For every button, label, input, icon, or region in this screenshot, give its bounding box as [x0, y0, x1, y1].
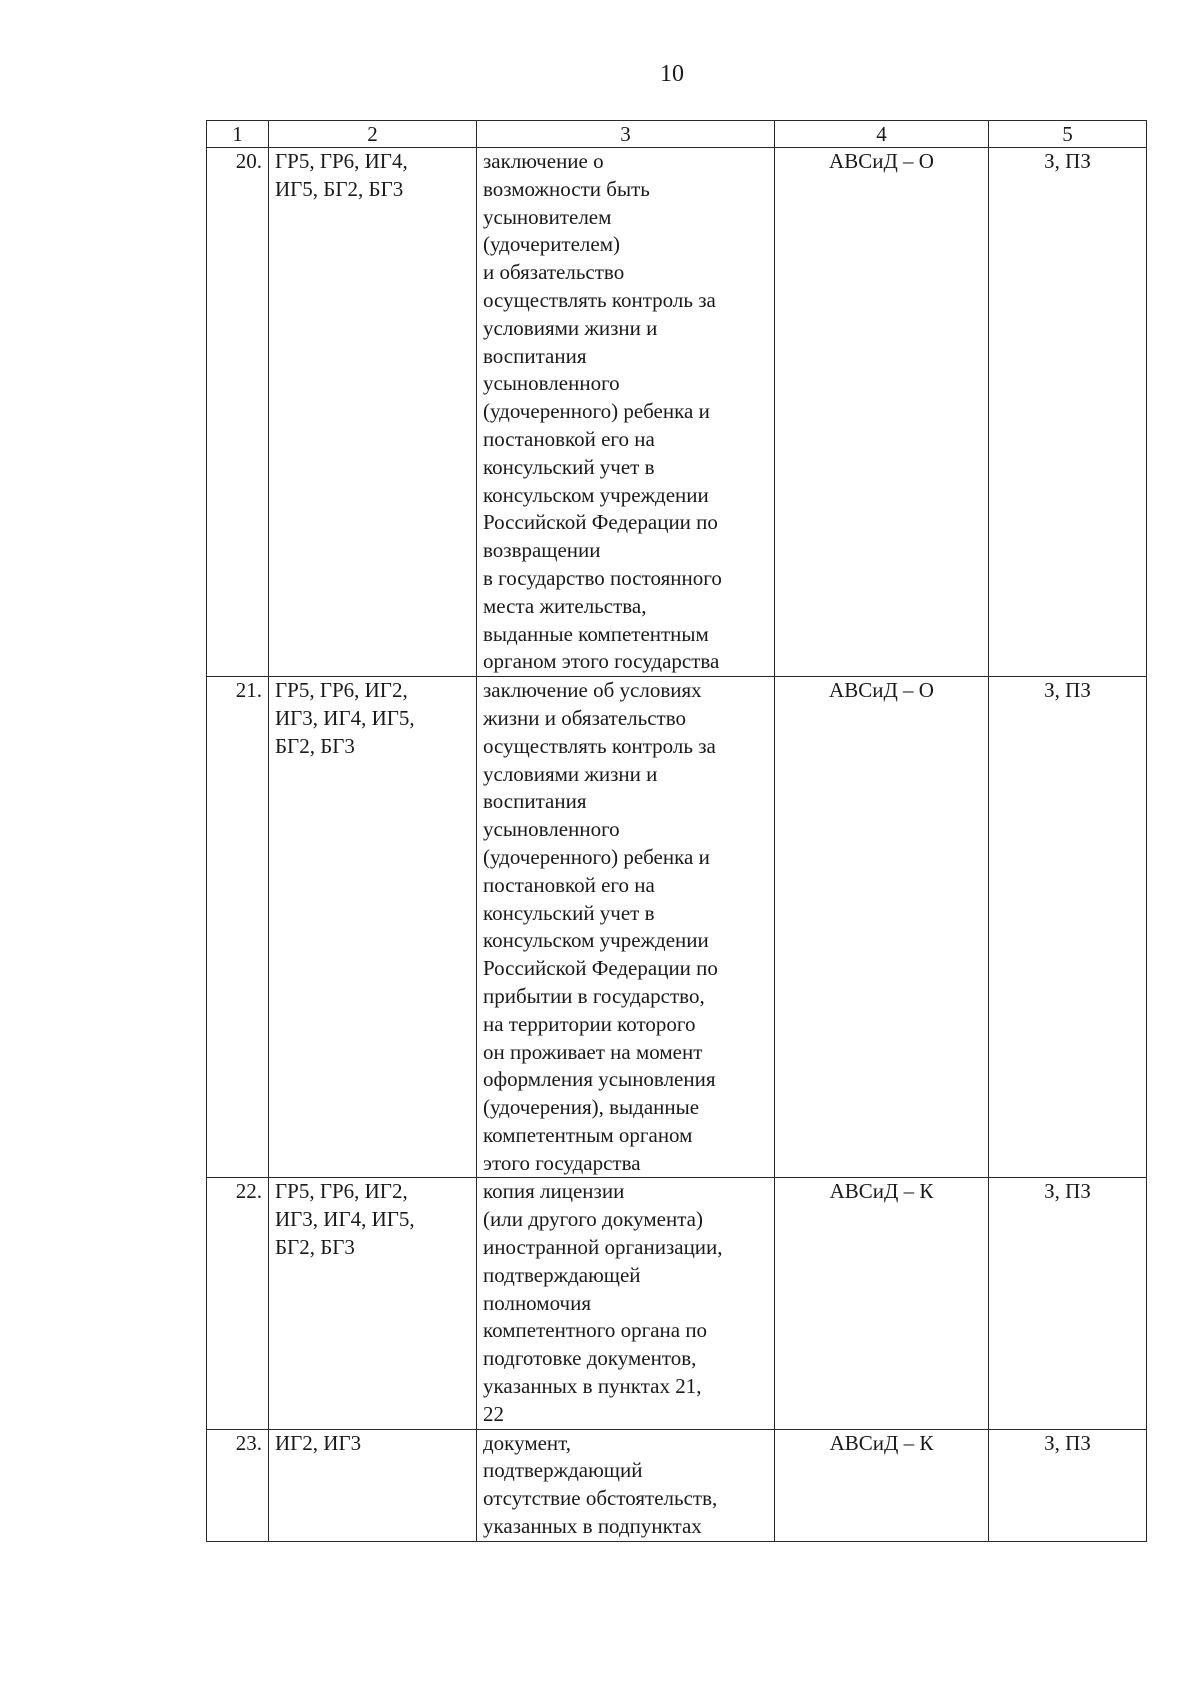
document-line: 22	[483, 1401, 504, 1426]
document-line: копия лицензии	[483, 1179, 625, 1204]
codes-line: ИГ3, ИГ4, ИГ5,	[275, 1207, 415, 1232]
document-line: (удочерителем)	[483, 232, 621, 257]
document-line: подтверждающий	[483, 1458, 643, 1483]
row-number: 22.	[207, 1178, 269, 1429]
document-form: АВСиД – К	[775, 1178, 989, 1429]
document-line: воспитания	[483, 343, 587, 368]
document-line: условиями жизни и	[483, 761, 658, 786]
document-line: и обязательство	[483, 260, 625, 285]
document-line: консульский учет в	[483, 454, 655, 479]
column-header: 5	[989, 121, 1147, 148]
document-line: заключение о	[483, 149, 604, 173]
document-line: подготовке документов,	[483, 1346, 697, 1371]
codes-line: БГ2, БГ3	[275, 1235, 355, 1260]
document-description	[477, 1178, 775, 1429]
document-line: (удочерения), выданные	[483, 1095, 700, 1120]
row-number: 21.	[207, 677, 269, 1178]
document-line: (удочеренного) ребенка и	[483, 844, 710, 869]
document-line: отсутствие обстоятельств,	[483, 1486, 718, 1511]
codes-line: ГР5, ГР6, ИГ4,	[275, 149, 408, 173]
document-line: жизни и обязательство	[483, 705, 686, 730]
table-row	[207, 1429, 1147, 1541]
document-description	[477, 677, 775, 1178]
table-row	[207, 148, 1147, 677]
table-header-row	[207, 121, 1147, 148]
column-header: 2	[269, 121, 477, 148]
table-body	[207, 148, 1147, 1542]
document-line: возможности быть	[483, 176, 650, 201]
codes-line: ГР5, ГР6, ИГ2,	[275, 678, 408, 703]
document-line: компетентного органа по	[483, 1318, 708, 1343]
document-line: он проживает на момент	[483, 1039, 703, 1064]
document-line: консульском учреждении	[483, 482, 709, 507]
document-line: места жительства,	[483, 593, 647, 618]
document-line: усыновленного	[483, 817, 620, 842]
document-line: на территории которого	[483, 1011, 696, 1036]
document-line: осуществлять контроль за	[483, 287, 716, 312]
document-line: условиями жизни и	[483, 315, 658, 340]
document-form: АВСиД – О	[775, 148, 989, 677]
document-line: усыновленного	[483, 371, 620, 396]
page-number: 10	[660, 61, 684, 87]
document-line: указанных в подпунктах	[483, 1514, 702, 1539]
document-line: осуществлять контроль за	[483, 733, 716, 758]
codes-line: БГ2, БГ3	[275, 733, 355, 758]
codes-line: ИГ5, БГ2, БГ3	[275, 176, 404, 201]
document-line: прибытии в государство,	[483, 983, 705, 1008]
document-line: Российской Федерации по	[483, 956, 718, 981]
table-row	[207, 677, 1147, 1178]
requirement: З, ПЗ	[989, 1429, 1147, 1541]
applicant-codes	[269, 148, 477, 677]
applicant-codes	[269, 677, 477, 1178]
codes-line: ИГ3, ИГ4, ИГ5,	[275, 705, 415, 730]
codes-line: ИГ2, ИГ3	[275, 1430, 362, 1455]
document-description	[477, 148, 775, 677]
document-line: органом этого государства	[483, 649, 720, 674]
document-line: возвращении	[483, 538, 601, 563]
applicant-codes	[269, 1429, 477, 1541]
document-line: указанных в пунктах 21,	[483, 1374, 702, 1399]
document-line: выданные компетентным	[483, 621, 709, 646]
document-line: консульский учет в	[483, 900, 655, 925]
document-line: консульском учреждении	[483, 928, 709, 953]
table-row	[207, 1178, 1147, 1429]
document-line: полномочия	[483, 1290, 591, 1315]
row-number: 20.	[207, 148, 269, 677]
document-line: усыновителем	[483, 204, 612, 229]
document-line: (удочеренного) ребенка и	[483, 399, 710, 424]
document-line: этого государства	[483, 1150, 641, 1175]
document-form: АВСиД – О	[775, 677, 989, 1178]
requirement: З, ПЗ	[989, 677, 1147, 1178]
document-description	[477, 1429, 775, 1541]
document-line: постановкой его на	[483, 426, 655, 451]
document-line: в государство постоянного	[483, 565, 722, 590]
document-line: подтверждающей	[483, 1262, 641, 1287]
document-form: АВСиД – К	[775, 1429, 989, 1541]
column-header: 4	[775, 121, 989, 148]
document-line: Российской Федерации по	[483, 510, 718, 535]
document-table	[206, 120, 1147, 1542]
document-line: воспитания	[483, 789, 587, 814]
document-line: оформления усыновления	[483, 1067, 716, 1092]
document-line: заключение об условиях	[483, 678, 702, 703]
applicant-codes	[269, 1178, 477, 1429]
column-header: 3	[477, 121, 775, 148]
document-line: постановкой его на	[483, 872, 655, 897]
row-number: 23.	[207, 1429, 269, 1541]
requirement: З, ПЗ	[989, 1178, 1147, 1429]
document-line: документ,	[483, 1430, 572, 1455]
document-line: компетентным органом	[483, 1122, 693, 1147]
document-line: иностранной организации,	[483, 1235, 723, 1260]
codes-line: ГР5, ГР6, ИГ2,	[275, 1179, 408, 1204]
requirement: З, ПЗ	[989, 148, 1147, 677]
column-header: 1	[207, 121, 269, 148]
document-line: (или другого документа)	[483, 1207, 703, 1232]
